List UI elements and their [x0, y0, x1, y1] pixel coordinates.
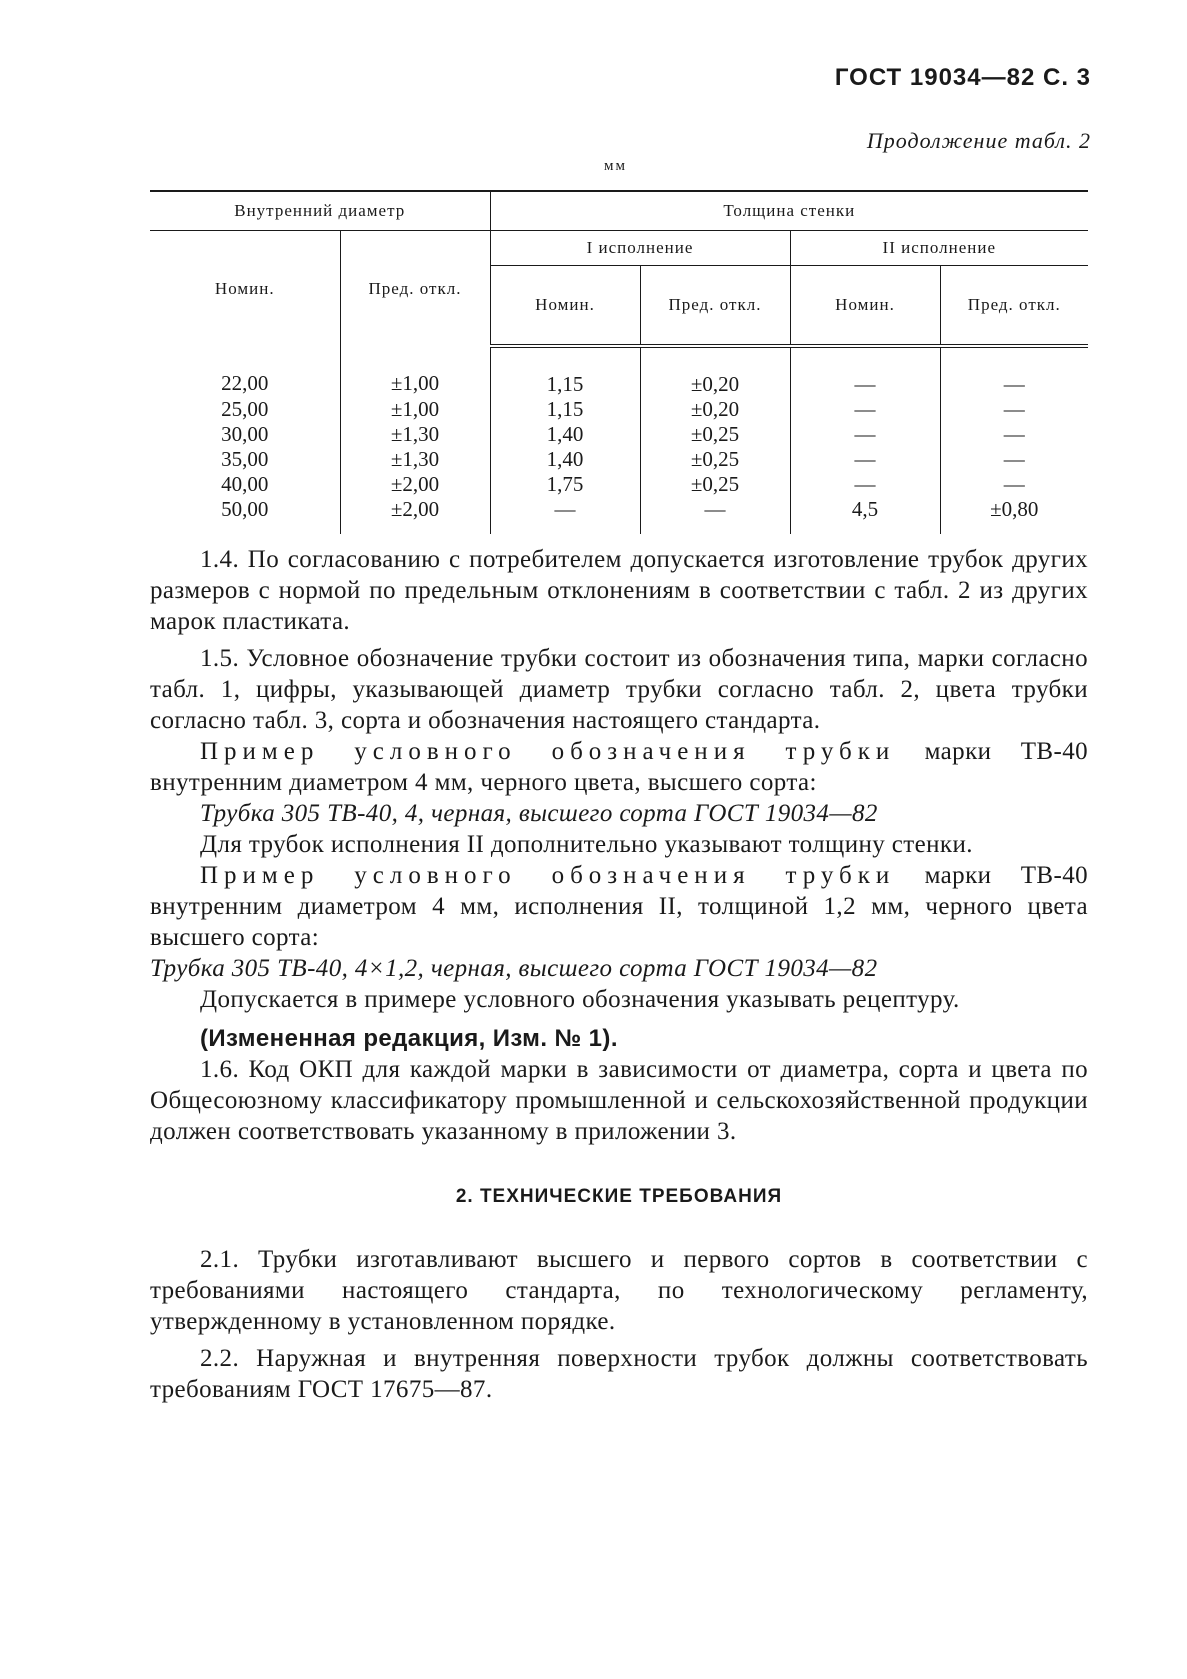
example-2-designation: Трубка 305 ТВ-40, 4×1,2, черная, высшего сорта ГОСТ 19034—82	[150, 955, 878, 982]
table-continuation-label: Продолжение табл. 2	[866, 128, 1091, 153]
header-v2-nominal: Номин.	[790, 266, 940, 347]
header-v1-tolerance: Пред. откл.	[640, 266, 790, 347]
cell: ±2,00	[340, 497, 490, 534]
paragraph-1-5: 1.5. Условное обозначение трубки состоит из обозначения типа, марки согласно табл. 1, цифры, указывающей диаметр трубки согласно табл. 2, цвета трубки согласно табл. 3, сорта и обозначения настоящего стандарта.	[150, 645, 1088, 734]
cell: 1,75	[490, 472, 640, 497]
section-title-2: 2. ТЕХНИЧЕСКИЕ ТРЕБОВАНИЯ	[455, 1186, 783, 1207]
cell: ±1,30	[340, 447, 490, 472]
header-inner-diameter: Внутренний диаметр	[150, 191, 490, 231]
example-1-text: марки ТВ-40 внутренним диаметром 4 мм, черного цвета, высшего сорта:	[150, 738, 1088, 796]
table-row	[150, 472, 1088, 497]
cell: ±2,00	[340, 472, 490, 497]
example-2	[150, 860, 1088, 953]
cell: 35,00	[221, 447, 269, 471]
header-wall-thickness: Толщина стенки	[490, 191, 1088, 231]
cell: —	[790, 422, 940, 447]
table-row	[150, 397, 1088, 422]
cell: ±1,00	[340, 397, 490, 422]
cell: ±1,00	[340, 346, 490, 397]
cell: ±0,20	[640, 346, 790, 397]
cell: —	[940, 447, 1088, 472]
cell: —	[640, 497, 790, 534]
header-version-2: II исполнение	[790, 231, 1088, 266]
cell: 22,00	[221, 371, 269, 395]
cell: —	[490, 497, 640, 534]
dimensions-table	[150, 190, 1088, 534]
example-2-text: марки ТВ-40 внутренним диаметром 4 мм, исполнения II, толщиной 1,2 мм, черного цвета высшего сорта:	[150, 862, 1088, 951]
cell: 1,15	[490, 397, 640, 422]
example-1-lead: Пример условного обозначения трубки	[200, 738, 896, 765]
cell: ±1,30	[340, 422, 490, 447]
cell: 1,15	[490, 346, 640, 397]
body-text	[150, 544, 1088, 1405]
cell: 40,00	[221, 472, 269, 496]
recipe-note: Допускается в примере условного обозначения указывать рецептуру.	[200, 986, 960, 1013]
cell: 1,40	[490, 447, 640, 472]
amendment-note: (Измененная редакция, Изм. № 1).	[200, 1025, 618, 1052]
cell: 1,40	[490, 422, 640, 447]
cell: —	[940, 422, 1088, 447]
paragraph-1-6: 1.6. Код ОКП для каждой марки в зависимости от диаметра, сорта и цвета по Общесоюзному классификатору промышленной и сельскохозяйственной продукции должен соответствовать указанному в приложении 3.	[150, 1056, 1088, 1145]
cell: 25,00	[221, 397, 269, 421]
cell: —	[790, 447, 940, 472]
table-row	[150, 422, 1088, 447]
cell: —	[790, 472, 940, 497]
cell: ±0,25	[640, 472, 790, 497]
example-2-lead: Пример условного обозначения трубки	[200, 862, 896, 889]
cell: ±0,80	[940, 497, 1088, 534]
cell: ±0,20	[640, 397, 790, 422]
cell: —	[940, 397, 1088, 422]
cell: —	[940, 472, 1088, 497]
cell: 50,00	[221, 497, 269, 521]
cell: 30,00	[221, 422, 269, 446]
cell: —	[790, 397, 940, 422]
table-row	[150, 447, 1088, 472]
note-version-2: Для трубок исполнения II дополнительно указывают толщину стенки.	[200, 831, 973, 858]
table-row	[150, 497, 1088, 534]
page-header: ГОСТ 19034—82 С. 3	[834, 64, 1091, 91]
header-v2-tolerance: Пред. откл.	[940, 266, 1088, 347]
table-row	[150, 346, 1088, 397]
table-units: мм	[604, 158, 627, 174]
example-1	[150, 736, 1088, 798]
cell: 4,5	[790, 497, 940, 534]
paragraph-2-2: 2.2. Наружная и внутренняя поверхности трубок должны соответствовать требованиям ГОСТ 17675—87.	[150, 1345, 1088, 1403]
cell: ±0,25	[640, 447, 790, 472]
header-diameter-nominal: Номин.	[214, 278, 275, 298]
paragraph-1-4: 1.4. По согласованию с потребителем допускается изготовление трубок других размеров с нормой по предельным отклонениям в соответствии с табл. 2 из других марок пластиката.	[150, 546, 1088, 635]
header-diameter-tolerance: Пред. откл.	[340, 231, 490, 347]
paragraph-2-1: 2.1. Трубки изготавливают высшего и первого сортов в соответствии с требованиями настоящего стандарта, по технологическому регламенту, утвержденному в установленном порядке.	[150, 1246, 1088, 1335]
cell: —	[940, 346, 1088, 397]
header-v1-nominal: Номин.	[490, 266, 640, 347]
header-version-1: I исполнение	[490, 231, 790, 266]
example-1-designation: Трубка 305 ТВ-40, 4, черная, высшего сорта ГОСТ 19034—82	[200, 800, 878, 827]
cell: —	[790, 346, 940, 397]
cell: ±0,25	[640, 422, 790, 447]
